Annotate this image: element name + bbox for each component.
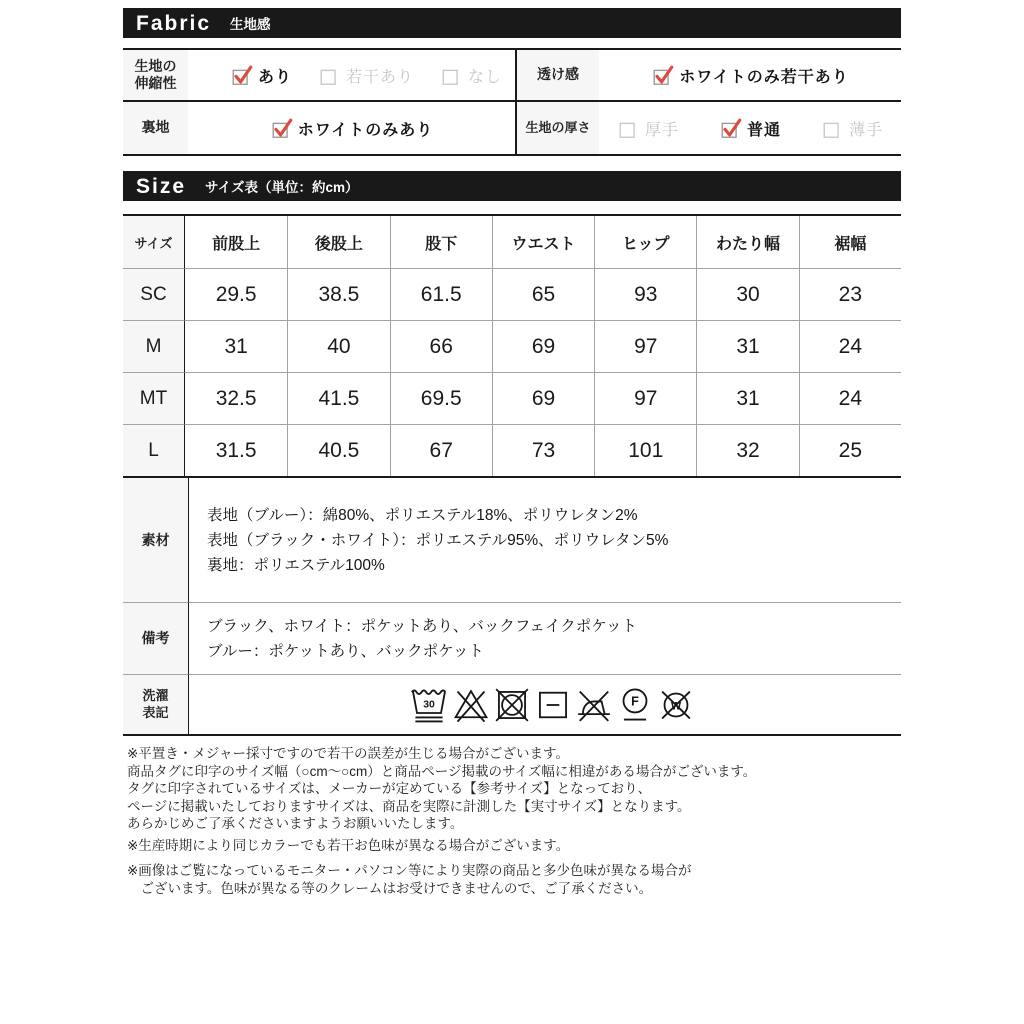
checkbox-icon	[440, 63, 464, 87]
checkbox-option-label: なし	[468, 68, 503, 86]
size-col-header: 後股上	[287, 216, 389, 268]
notes-line: ブルー：ポケットあり、バックポケット	[207, 642, 484, 660]
footnote-line: あらかじめご了承くださいますようお願いいたします。	[127, 816, 464, 831]
fabric-label-lining	[123, 102, 188, 154]
checkbox-option-label: ホワイトのみあり	[297, 121, 434, 139]
product-spec-sheet	[123, 0, 901, 897]
fabric-label-stretch	[123, 50, 188, 102]
no-iron-icon	[575, 685, 613, 725]
checkbox-option-stretch-jakkan	[318, 63, 414, 87]
material-line: 表地（ブラック・ホワイト）：ポリエステル95%、ポリウレタン5%	[207, 531, 669, 549]
fabric-value-lining	[188, 102, 515, 154]
size-cell: 93	[594, 268, 696, 320]
footnotes	[123, 745, 901, 897]
size-cell: 69	[492, 372, 594, 424]
size-cell: 67	[390, 424, 492, 476]
fabric-table	[123, 48, 901, 156]
size-cell: 73	[492, 424, 594, 476]
size-cell: 69	[492, 320, 594, 372]
size-cell: 61.5	[390, 268, 492, 320]
size-cell: 24	[799, 320, 901, 372]
checkbox-option-stretch-ari	[230, 63, 292, 87]
footnote-paragraph	[127, 837, 901, 855]
checkbox-option-label: 若干あり	[346, 68, 415, 86]
fabric-label-thickness-text: 生地の厚さ	[525, 119, 591, 135]
checkbox-icon	[719, 116, 743, 140]
checkbox-option-stretch-nashi	[440, 63, 502, 87]
size-cell: 65	[492, 268, 594, 320]
fabric-label-lining-text: 裏地	[141, 119, 170, 136]
care-label	[123, 674, 189, 734]
size-cell: 24	[799, 372, 901, 424]
size-cell: 31	[185, 320, 287, 372]
fabric-label-stretch-line2: 伸縮性	[134, 75, 177, 91]
checkbox-option-label: あり	[258, 68, 293, 86]
checkbox-option-label: 厚手	[644, 121, 679, 139]
no-bleach-icon	[452, 685, 490, 725]
material-line: 表地（ブルー）：綿80%、ポリエステル18%、ポリウレタン2%	[207, 506, 638, 524]
size-col-header: 前股上	[212, 235, 261, 253]
size-cell: 30	[696, 268, 798, 320]
checkbox-option-label: 普通	[746, 121, 781, 139]
size-cell: 25	[799, 424, 901, 476]
size-row-label: MT	[123, 372, 185, 424]
fabric-label-sheer	[515, 50, 599, 102]
checkbox-icon	[230, 63, 254, 87]
footnote-line: ※平置き・メジャー採寸ですので若干の誤差が生じる場合がございます。	[127, 746, 569, 761]
size-cell: 32	[696, 424, 798, 476]
dry-clean-f-icon	[616, 684, 654, 725]
footnote-paragraph	[127, 862, 901, 897]
care-label-line2: 表記	[142, 704, 169, 720]
checkbox-option-sheer	[651, 63, 849, 87]
size-cell: 31	[696, 372, 798, 424]
size-col-header: 股下	[390, 216, 492, 268]
fabric-value-sheer	[599, 50, 901, 102]
size-cell: 29.5	[185, 268, 287, 320]
size-col-header: ウエスト	[492, 216, 594, 268]
care-label-line1: 洗濯	[142, 687, 169, 703]
care-icons	[189, 674, 901, 734]
footnote-paragraph	[127, 745, 901, 833]
notes-content	[189, 602, 901, 674]
checkbox-icon	[651, 63, 675, 87]
fabric-section-bar	[123, 8, 901, 38]
size-col-header: ヒップ	[594, 216, 696, 268]
fabric-label-sheer-text: 透け感	[537, 66, 579, 83]
wash-30-icon	[409, 684, 449, 726]
footnote-line: ※画像はご覧になっているモニター・パソコン等により実際の商品と多少色味が異なる場合が	[127, 863, 692, 878]
fabric-value-thickness	[599, 102, 901, 154]
footnote-line: タグに印字されているサイズは、メーカーが定めている【参考サイズ】となっており、	[127, 781, 652, 796]
size-cell: 40	[287, 320, 389, 372]
size-row-label: SC	[123, 268, 185, 320]
notes-line: ブラック、ホワイト：ポケットあり、バックフェイクポケット	[207, 617, 637, 635]
checkbox-icon	[270, 116, 294, 140]
size-cell: 41.5	[287, 372, 389, 424]
wash-temp-value: 30	[423, 698, 435, 710]
checkbox-option-normal	[719, 116, 781, 140]
size-cell: 40.5	[287, 424, 389, 476]
footnote-line: ※生産時期により同じカラーでも若干お色味が異なる場合がございます。	[127, 837, 570, 853]
checkbox-option-lining	[270, 116, 434, 140]
size-table	[123, 214, 901, 478]
size-bar-title-ja: サイズ表（単位：約cm）	[205, 179, 359, 195]
no-wet-clean-icon	[657, 685, 695, 725]
checkbox-option-thin	[821, 116, 883, 140]
material-content	[189, 478, 901, 602]
no-tumble-dry-icon	[493, 685, 531, 725]
checkbox-option-thick	[617, 116, 679, 140]
size-cell: 101	[594, 424, 696, 476]
size-row-label: M	[123, 320, 185, 372]
fabric-label-stretch-line1: 生地の	[134, 57, 177, 74]
fabric-value-stretch	[188, 50, 515, 102]
size-row-label: L	[123, 424, 185, 476]
size-cell: 32.5	[185, 372, 287, 424]
fabric-bar-title-ja: 生地感	[230, 16, 271, 32]
material-label: 素材	[123, 478, 189, 602]
dry-clean-letter: F	[631, 694, 639, 709]
size-section-bar	[123, 171, 901, 201]
material-line: 裏地：ポリエステル100%	[207, 556, 385, 574]
size-cell: 97	[594, 372, 696, 424]
size-cell: 31	[696, 320, 798, 372]
footnote-line: ページに掲載いたしておりますサイズは、商品を実際に計測した【実寸サイズ】となります。	[127, 798, 691, 814]
size-cell: 66	[390, 320, 492, 372]
size-cell: 31.5	[185, 424, 287, 476]
checkbox-icon	[617, 116, 641, 140]
detail-table	[123, 478, 901, 736]
checkbox-option-label: 薄手	[849, 121, 884, 139]
size-cell: 23	[799, 268, 901, 320]
footnote-line: ございます。色味が異なる等のクレームはお受けできませんので、ご了承ください。	[127, 880, 653, 896]
size-table-corner: サイズ	[123, 216, 185, 268]
size-bar-title-en: Size	[136, 174, 187, 198]
checkbox-option-label: ホワイトのみ若干あり	[679, 68, 849, 86]
checkbox-icon	[318, 63, 342, 87]
footnote-line: 商品タグに印字のサイズ幅（○cm～○cm）と商品ページ掲載のサイズ幅に相違がある場合がございます。	[127, 763, 757, 779]
size-cell: 97	[594, 320, 696, 372]
size-cell: 69.5	[390, 372, 492, 424]
flat-dry-icon	[534, 685, 572, 725]
wet-clean-letter: W	[670, 699, 682, 712]
size-col-header: 裾幅	[799, 216, 901, 268]
fabric-bar-title-en: Fabric	[136, 11, 212, 35]
size-col-header: わたり幅	[696, 216, 798, 268]
fabric-label-thickness	[515, 102, 599, 154]
checkbox-icon	[821, 116, 845, 140]
notes-label: 備考	[123, 602, 189, 674]
size-cell: 38.5	[287, 268, 389, 320]
